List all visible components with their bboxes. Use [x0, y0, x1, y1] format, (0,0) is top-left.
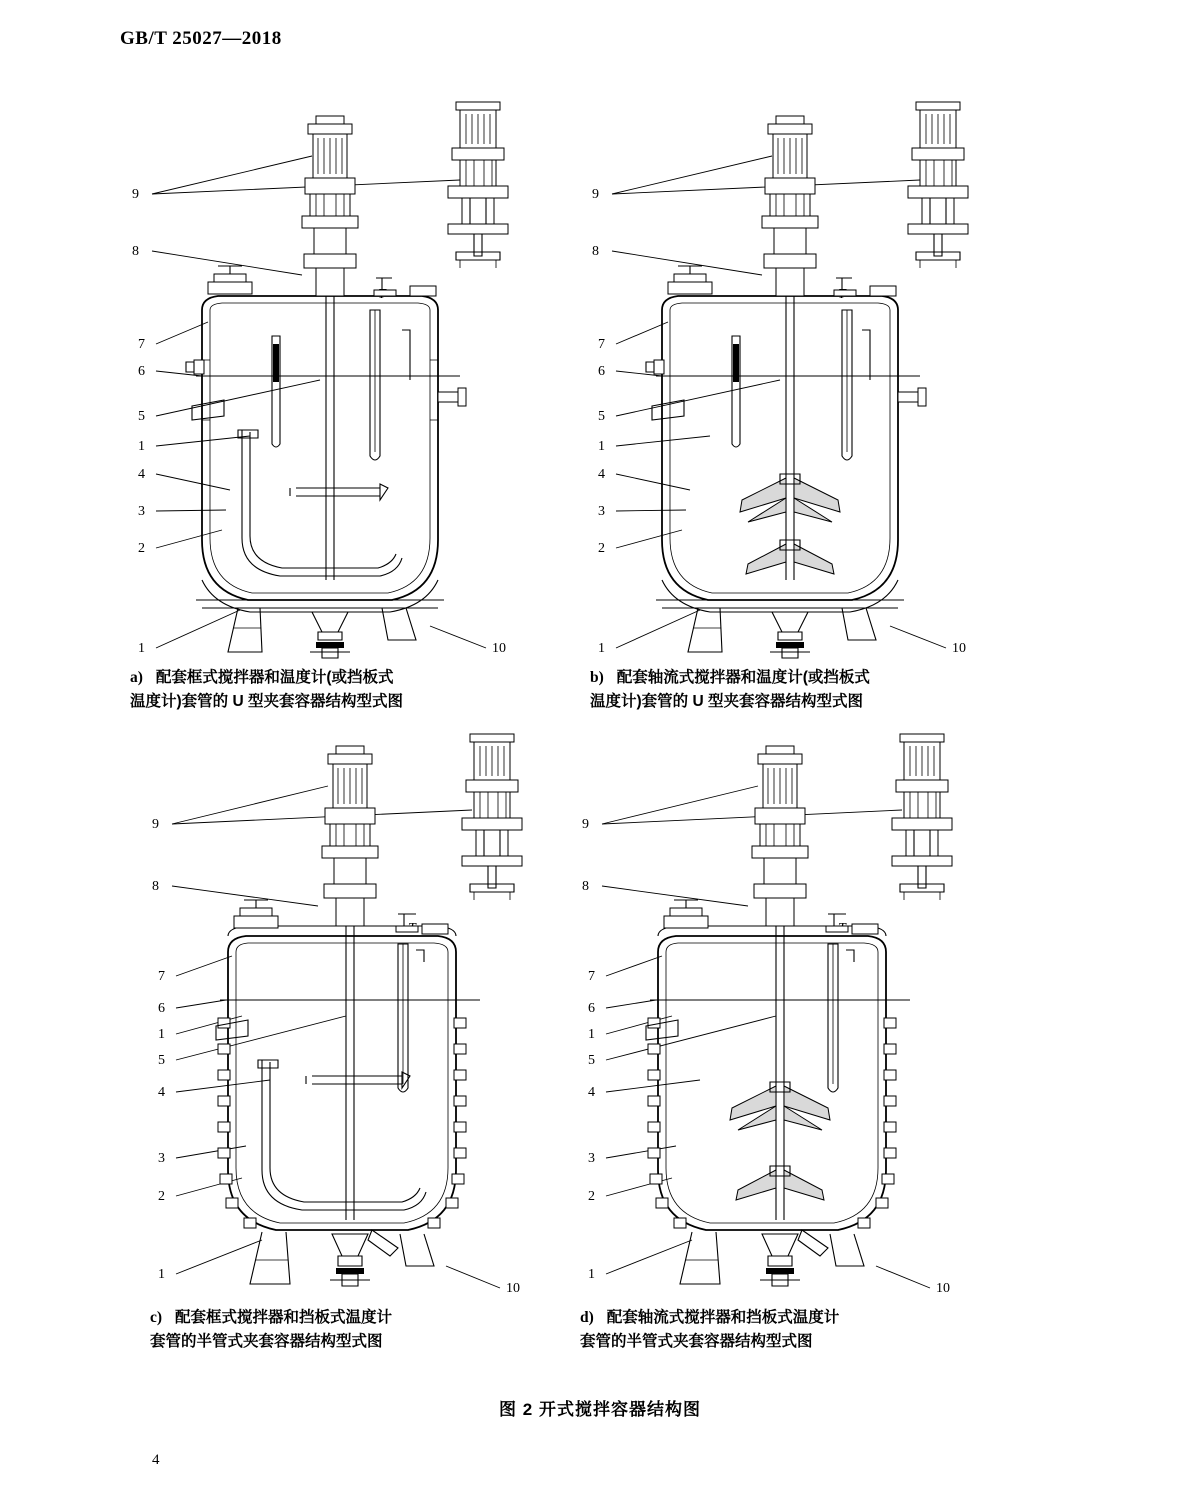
bottom-outlet-c: [330, 1230, 398, 1286]
caption-b-line2: 温度计)套管的 U 型夹套容器结构型式图: [590, 693, 863, 711]
callout-6: 6: [588, 1001, 595, 1016]
side-nozzle-b: [898, 388, 926, 406]
callout-1: 1: [138, 641, 145, 656]
left-side-nozzle-b: [646, 360, 664, 374]
drawing-b: [590, 60, 1020, 660]
axial-impeller-upper-d: [730, 1082, 830, 1130]
inset-drive-a: [448, 102, 508, 268]
vessel-body-b: [656, 296, 904, 612]
baffle-thermowell-a: [370, 310, 410, 460]
callout-9: 9: [132, 187, 139, 202]
side-nozzle-a: [438, 388, 466, 406]
callout-8: 8: [132, 244, 139, 259]
callout-7: 7: [138, 337, 145, 352]
baffle-thermowell-c: [398, 944, 424, 1092]
bottom-outlet-b: [770, 612, 810, 658]
bottom-outlet-d: [760, 1230, 828, 1286]
caption-b-label: b): [590, 669, 604, 686]
agitator-drive-a: [302, 116, 358, 580]
figure-item-d: [580, 700, 1140, 1354]
callout-4: 4: [138, 467, 145, 482]
frame-impeller-c: [258, 1060, 426, 1210]
callout-9: 9: [582, 817, 589, 832]
caption-d-line2: 套管的半管式夹套容器结构型式图: [580, 1333, 813, 1351]
callout-2: 2: [588, 1189, 595, 1204]
drawing-a: [130, 60, 560, 660]
caption-d-line1: 配套轴流式搅拌器和挡板式温度计: [606, 1309, 840, 1326]
callout-9: 9: [152, 817, 159, 832]
baffle-thermowell-b: [842, 310, 870, 460]
callout-8: 8: [152, 879, 159, 894]
caption-a-line2: 温度计)套管的 U 型夹套容器结构型式图: [130, 693, 403, 711]
callout-6: 6: [138, 364, 145, 379]
thermowell-a: [272, 336, 280, 447]
inset-drive-c: [462, 734, 522, 900]
callout-5: 5: [588, 1053, 595, 1068]
callout-4: 4: [158, 1085, 165, 1100]
drawing-c: [150, 700, 580, 1300]
callout-2: 2: [138, 541, 145, 556]
agitator-drive-c: [322, 746, 378, 1220]
half-pipe-coils-d: [648, 1018, 896, 1228]
page-header: GB/T 25027—2018: [120, 28, 282, 49]
baffle-thermowell-d: [828, 944, 854, 1092]
inset-drive-d: [892, 734, 952, 900]
callout-10: 10: [506, 1281, 520, 1296]
caption-c-line2: 套管的半管式夹套容器结构型式图: [150, 1333, 383, 1351]
callout-3: 3: [588, 1151, 595, 1166]
callout-7: 7: [598, 337, 605, 352]
callout-8: 8: [582, 879, 589, 894]
callout-1b: 1: [598, 439, 605, 454]
inset-drive-b: [908, 102, 968, 268]
callout-3: 3: [598, 504, 605, 519]
callout-4: 4: [598, 467, 605, 482]
thermowell-b: [732, 336, 740, 447]
figure-item-b: [590, 60, 1150, 714]
callout-10: 10: [936, 1281, 950, 1296]
axial-impeller-lower-d: [736, 1166, 824, 1200]
lifting-lug-a: [192, 400, 224, 420]
lifting-lug-b: [652, 400, 684, 420]
callout-3: 3: [158, 1151, 165, 1166]
half-pipe-coils-c: [218, 1018, 466, 1228]
callout-3: 3: [138, 504, 145, 519]
callout-4: 4: [588, 1085, 595, 1100]
left-side-nozzle-a: [186, 360, 204, 374]
callout-1b: 1: [588, 1027, 595, 1042]
caption-d-label: d): [580, 1309, 594, 1326]
vessel-body-a: [196, 296, 444, 612]
axial-impeller-upper-b: [740, 474, 840, 522]
caption-b-line1: 配套轴流式搅拌器和温度计(或挡板式: [616, 669, 870, 686]
caption-c-label: c): [150, 1309, 163, 1326]
callout-10: 10: [492, 641, 506, 656]
callout-1b: 1: [138, 439, 145, 454]
agitator-drive-d: [752, 746, 808, 1220]
drawing-d: [580, 700, 1010, 1300]
frame-impeller-a: [238, 430, 402, 576]
callout-10: 10: [952, 641, 966, 656]
figure-title: 图 2 开式搅拌容器结构图: [499, 1400, 701, 1419]
callout-5: 5: [138, 409, 145, 424]
caption-a-label: a): [130, 669, 143, 686]
callout-1: 1: [588, 1267, 595, 1282]
callout-9: 9: [592, 187, 599, 202]
callout-2: 2: [158, 1189, 165, 1204]
callout-1: 1: [598, 641, 605, 656]
axial-impeller-lower-b: [746, 540, 834, 574]
page-number: 4: [152, 1452, 160, 1468]
callout-7: 7: [158, 969, 165, 984]
callout-2: 2: [598, 541, 605, 556]
callout-7: 7: [588, 969, 595, 984]
callout-1: 1: [158, 1267, 165, 1282]
caption-a-line1: 配套框式搅拌器和温度计(或挡板式: [155, 669, 394, 686]
callout-6: 6: [598, 364, 605, 379]
callout-1b: 1: [158, 1027, 165, 1042]
bottom-outlet-a: [310, 612, 350, 658]
callout-5: 5: [158, 1053, 165, 1068]
caption-c-line1: 配套框式搅拌器和挡板式温度计: [174, 1309, 392, 1326]
callout-6: 6: [158, 1001, 165, 1016]
callout-5: 5: [598, 409, 605, 424]
callout-8: 8: [592, 244, 599, 259]
